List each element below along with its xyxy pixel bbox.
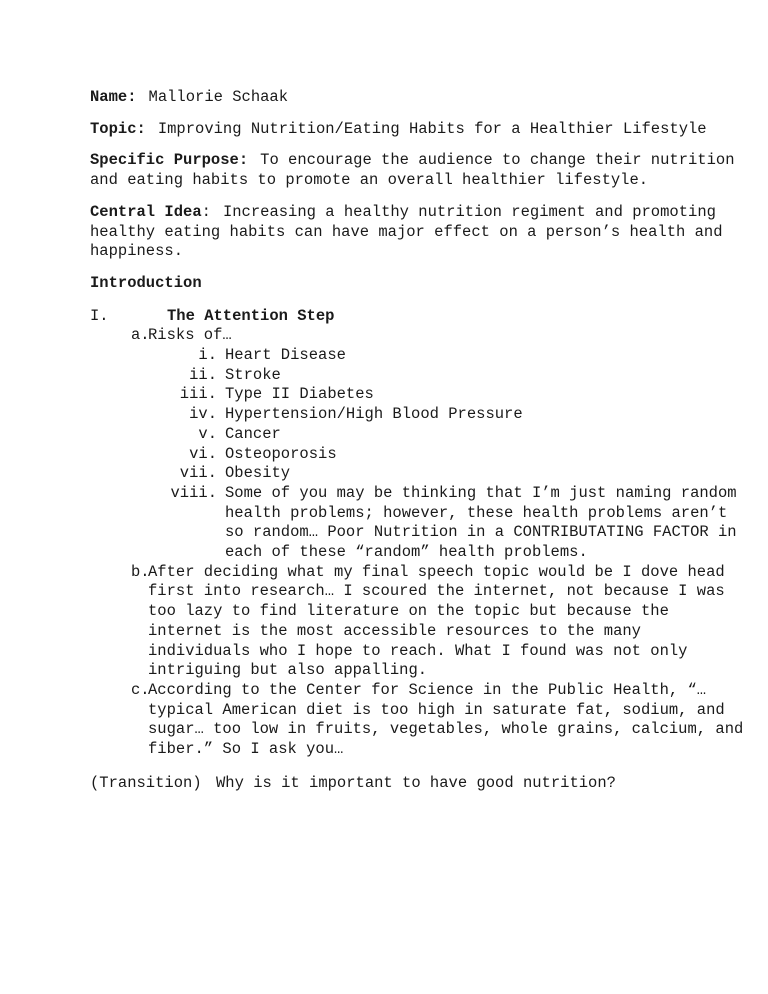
- risk-item: [90, 445, 750, 465]
- point-marker: a.: [131, 326, 150, 345]
- sub-text: Obesity: [225, 464, 291, 483]
- risk-item: [90, 346, 750, 366]
- sub-text: Some of you may be thinking that I’m just naming random health problems; however, these health problems aren’t so random… Poor Nutrition in a CONTRIBUTATING FACTOR in each of these “random” health problems.: [225, 483, 737, 562]
- sub-marker: iii.: [179, 385, 217, 404]
- sub-marker: viii.: [170, 483, 217, 502]
- central-idea-label: Central Idea: [90, 202, 202, 221]
- sub-marker: ii.: [189, 365, 217, 384]
- name-label: Name:: [90, 88, 137, 106]
- sub-marker: v.: [198, 424, 217, 443]
- risk-item: [90, 425, 750, 445]
- sub-marker: i.: [198, 346, 217, 365]
- purpose-label: Specific Purpose:: [90, 151, 249, 170]
- risk-item: [90, 385, 750, 405]
- name-value: Mallorie Schaak: [148, 88, 289, 106]
- sub-text: Stroke: [225, 365, 281, 384]
- sub-text: Cancer: [225, 424, 281, 443]
- point-marker: b.: [131, 562, 150, 581]
- sub-marker: iv.: [189, 405, 217, 424]
- sub-text: Hypertension/High Blood Pressure: [225, 405, 523, 424]
- outline-document: [90, 88, 750, 806]
- point-c: [90, 681, 750, 760]
- introduction-heading: Introduction: [90, 273, 202, 292]
- point-text: Risks of…: [148, 326, 232, 345]
- transition-label: (Transition): [90, 773, 202, 792]
- sub-marker: vii.: [179, 464, 217, 483]
- purpose-value: To encourage the audience to change their nutrition and eating habits to promote an overall healthier lifestyle.: [90, 151, 735, 190]
- point-b: [90, 563, 750, 681]
- risk-item: [90, 405, 750, 425]
- topic-line: [90, 120, 750, 140]
- central-idea-line: [90, 203, 750, 262]
- risk-item: [90, 464, 750, 484]
- sub-text: Heart Disease: [225, 346, 346, 365]
- attention-points: [90, 326, 750, 759]
- sub-text: Type II Diabetes: [225, 385, 374, 404]
- specific-purpose-line: [90, 151, 750, 190]
- point-text: After deciding what my final speech topic would be I dove head first into research… I scoured the internet, not because I was too lazy to find literature on the topic but because the internet is the most accessible resources to the many individuals who I hope to reach. What I found was not only intriguing but also appalling.: [148, 562, 725, 680]
- topic-label: Topic:: [90, 119, 146, 138]
- transition-text: Why is it important to have good nutrition?: [216, 773, 616, 792]
- risk-item: [90, 484, 750, 563]
- topic-value: Improving Nutrition/Eating Habits for a Healthier Lifestyle: [157, 119, 707, 138]
- sub-text: Osteoporosis: [225, 444, 337, 463]
- transition-line: [90, 774, 750, 794]
- point-a: [90, 326, 750, 562]
- name-line: [90, 88, 750, 108]
- point-marker: c.: [131, 680, 150, 699]
- point-text: According to the Center for Science in the Public Health, “…typical American diet is too high in saturate fat, sodium, and sugar… too low in fruits, vegetables, whole grains, calcium, and fiber.” So I ask you…: [148, 680, 744, 759]
- sub-marker: vi.: [189, 444, 217, 463]
- attention-step-heading: [90, 307, 750, 327]
- central-idea-colon: :: [201, 202, 211, 221]
- attention-step-title: The Attention Step: [167, 306, 335, 325]
- risk-list: [90, 346, 750, 563]
- risk-item: [90, 366, 750, 386]
- central-idea-value: Increasing a healthy nutrition regiment and promoting healthy eating habits can have major effect on a person’s health and happiness.: [90, 202, 723, 261]
- roman-numeral: I.: [90, 306, 109, 325]
